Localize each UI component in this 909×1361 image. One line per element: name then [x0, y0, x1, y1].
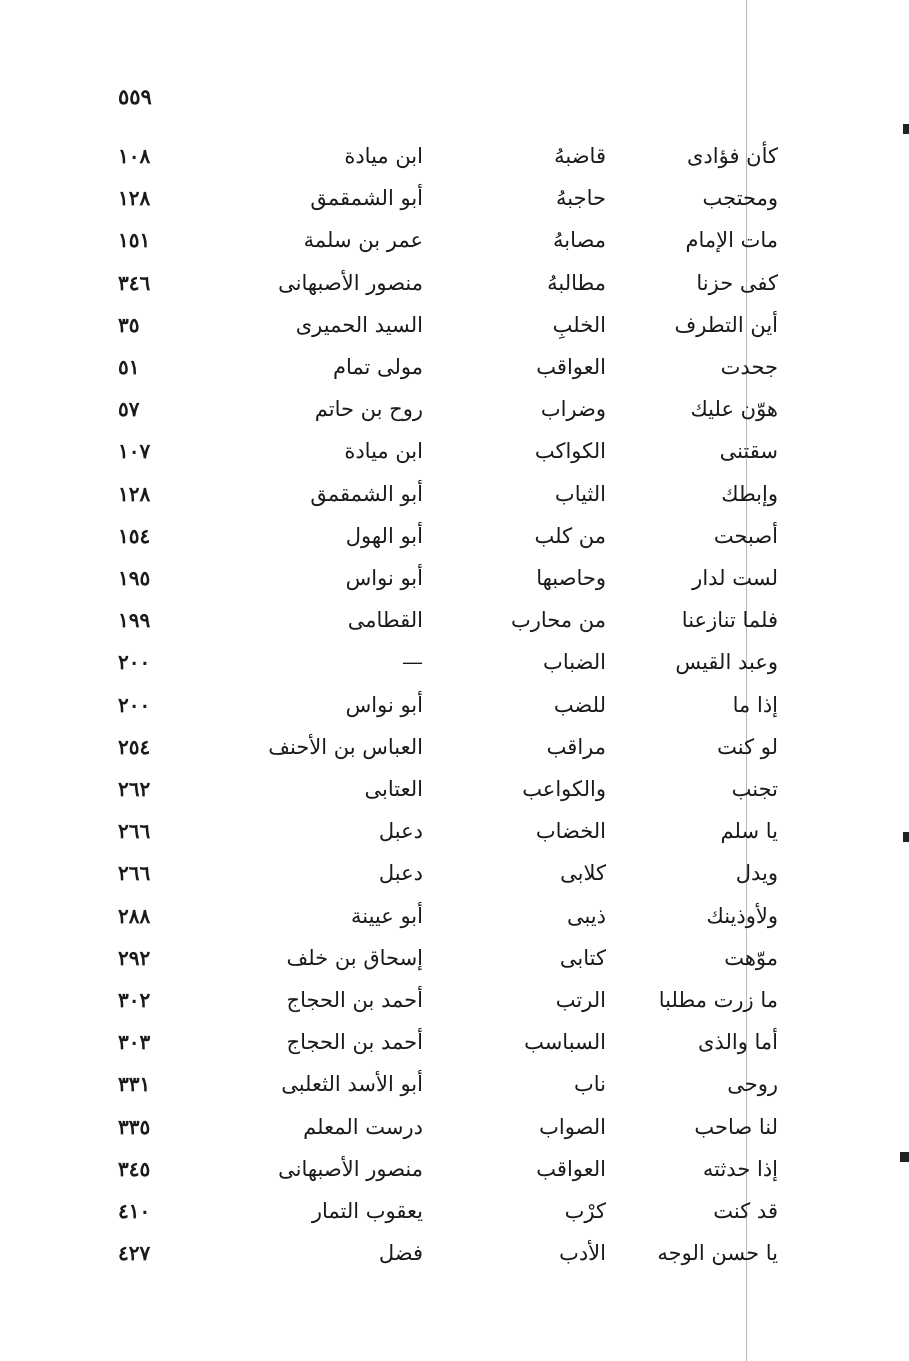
page-reference: ٤١٠ — [118, 1199, 151, 1223]
index-row — [0, 262, 909, 304]
index-row — [0, 473, 909, 515]
index-row — [0, 684, 909, 726]
index-row — [0, 641, 909, 683]
index-row — [0, 430, 909, 472]
poet-name: دعبل — [378, 819, 423, 844]
verse-start: لست لدار — [692, 566, 778, 590]
poet-name: أحمد بن الحجاج — [286, 1030, 423, 1055]
verse-start: ما زرت مطلبا — [658, 988, 778, 1012]
page-reference: ٢٠٠ — [118, 692, 151, 717]
poet-name: السيد الحميرى — [295, 312, 423, 337]
page-reference: ٢٦٦ — [118, 861, 151, 886]
index-row — [0, 388, 909, 430]
index-row — [0, 177, 909, 219]
index-row — [0, 810, 909, 852]
verse-start: إذا ما — [732, 692, 778, 717]
verse-start: قد كنت — [713, 1199, 778, 1223]
page-reference: ١٩٥ — [118, 566, 151, 590]
page-reference: ٣٤٥ — [118, 1156, 151, 1181]
page-reference: ٣٤٦ — [118, 270, 151, 295]
rhyme-word: كرْب — [564, 1199, 606, 1223]
rhyme-word: الضباب — [543, 650, 606, 675]
page-reference: ٢٦٦ — [118, 819, 151, 844]
poet-name: — — [402, 650, 423, 675]
page-reference: ٣٠٢ — [118, 988, 151, 1012]
verse-start: جحدت — [720, 355, 778, 379]
poet-name: روح بن حاتم — [314, 397, 423, 422]
rhyme-word: قاضبهُ — [554, 144, 606, 168]
poet-name: إسحاق بن خلف — [286, 945, 423, 970]
poet-name: دعبل — [378, 861, 423, 886]
poet-name: عمر بن سلمة — [303, 228, 423, 253]
rhyme-word: وحاصبها — [536, 566, 606, 590]
page-number: ٥٥٩ — [118, 84, 152, 109]
verse-start: وعبد القيس — [675, 650, 778, 675]
rhyme-word: الرتب — [555, 988, 606, 1012]
rhyme-word: الثياب — [554, 481, 606, 506]
index-row — [0, 599, 909, 641]
poet-name: القطامى — [347, 608, 423, 633]
rhyme-word: مصابهُ — [553, 228, 606, 253]
index-row — [0, 1148, 909, 1190]
index-row — [0, 304, 909, 346]
index-row — [0, 1021, 909, 1063]
rhyme-word: حاجبهُ — [556, 186, 606, 211]
rhyme-word: من محارب — [510, 608, 606, 633]
rhyme-word: الأدب — [559, 1241, 606, 1266]
verse-start: أين التطرف — [674, 312, 778, 337]
poet-name: منصور الأصبهانى — [278, 270, 423, 295]
page-reference: ٢٠٠ — [118, 650, 151, 675]
index-row — [0, 1232, 909, 1274]
index-row — [0, 346, 909, 388]
verse-start: وإبطك — [721, 481, 778, 506]
page-reference: ١٩٩ — [118, 608, 151, 633]
rhyme-word: العواقب — [536, 1156, 606, 1181]
poet-name: أبو الهول — [345, 523, 423, 548]
poet-name: درست المعلم — [303, 1114, 423, 1139]
index-row — [0, 979, 909, 1021]
index-row — [0, 515, 909, 557]
poet-name: ابن ميادة — [344, 144, 423, 168]
rhyme-word: الصواب — [539, 1114, 606, 1139]
verse-start: لنا صاحب — [694, 1114, 778, 1139]
poet-name: أحمد بن الحجاج — [286, 988, 423, 1012]
page-reference: ٣٣٥ — [118, 1114, 151, 1139]
rhyme-word: وضراب — [540, 397, 606, 422]
verse-start: أما والذى — [698, 1030, 778, 1055]
verse-start: ويدل — [735, 861, 778, 886]
verse-start: فلما تنازعنا — [681, 608, 778, 633]
page-reference: ١٠٨ — [118, 144, 151, 168]
index-row — [0, 219, 909, 261]
verse-start: إذا حدثته — [702, 1156, 778, 1181]
page-reference: ٥١ — [118, 355, 140, 379]
page-reference: ٢٩٢ — [118, 945, 151, 970]
rhyme-word: كلابى — [560, 861, 606, 886]
rhyme-word: السباسب — [524, 1030, 606, 1055]
verse-start: كفى حزنا — [696, 270, 778, 295]
poet-name: أبو نواس — [345, 566, 423, 590]
poet-name: أبو الأسد الثعلبى — [281, 1072, 423, 1097]
page-reference: ١٥٤ — [118, 523, 151, 548]
verse-start: ولأوذينك — [706, 903, 778, 928]
rhyme-word: مطالبهُ — [547, 270, 606, 295]
page-reference: ٢٥٤ — [118, 734, 151, 759]
page-reference: ١٢٨ — [118, 481, 151, 506]
poet-name: العباس بن الأحنف — [268, 734, 423, 759]
verse-start: ومحتجب — [702, 186, 778, 211]
index-row — [0, 135, 909, 177]
rhyme-word: كتابى — [559, 945, 606, 970]
poet-name: مولى تمام — [332, 355, 423, 379]
verse-start: موّهت — [724, 945, 778, 970]
index-row — [0, 768, 909, 810]
page-reference: ٣٥ — [118, 312, 140, 337]
page-reference: ٢٨٨ — [118, 903, 151, 928]
index-row — [0, 1106, 909, 1148]
poet-name: العتابى — [364, 777, 423, 801]
page-reference: ٢٦٢ — [118, 777, 151, 801]
page-reference: ٤٢٧ — [118, 1241, 151, 1266]
index-row — [0, 937, 909, 979]
verse-start: تجنب — [731, 777, 778, 801]
page-reference: ١٠٧ — [118, 439, 151, 464]
rhyme-word: الكواكب — [534, 439, 606, 464]
rhyme-word: ذيبى — [566, 903, 606, 928]
verse-start: مات الإمام — [685, 228, 778, 253]
poet-name: يعقوب التمار — [311, 1199, 423, 1223]
verse-start: يا حسن الوجه — [657, 1241, 778, 1266]
verse-start: يا سلم — [720, 819, 778, 844]
index-row — [0, 1190, 909, 1232]
rhyme-word: العواقب — [536, 355, 606, 379]
rhyme-word: الخضاب — [535, 819, 606, 844]
page-reference: ٣٠٣ — [118, 1030, 151, 1055]
poet-name: ابن ميادة — [344, 439, 423, 464]
poet-name: أبو نواس — [345, 692, 423, 717]
verse-start: أصبحت — [713, 523, 778, 548]
index-row — [0, 852, 909, 894]
verse-start: لو كنت — [717, 734, 778, 759]
page-reference: ٣٣١ — [118, 1072, 151, 1097]
rhyme-word: والكواعب — [522, 777, 606, 801]
poet-name: أبو الشمقمق — [310, 186, 423, 211]
rhyme-word: للضب — [553, 692, 606, 717]
poet-name: أبو الشمقمق — [310, 481, 423, 506]
poet-name: منصور الأصبهانى — [278, 1156, 423, 1181]
poet-name: أبو عيينة — [350, 903, 423, 928]
edge-mark — [903, 124, 909, 134]
rhyme-word: من كلب — [534, 523, 606, 548]
page-reference: ١٢٨ — [118, 186, 151, 211]
verse-start: كأن فؤادى — [686, 144, 778, 168]
index-row — [0, 726, 909, 768]
verse-start: هوّن عليك — [690, 397, 778, 422]
index-row — [0, 557, 909, 599]
index-row — [0, 1063, 909, 1105]
index-row — [0, 895, 909, 937]
verse-start: سقتنى — [719, 439, 778, 464]
rhyme-word: الخلبِ — [552, 312, 606, 337]
verse-start: روحى — [727, 1072, 778, 1097]
page-reference: ١٥١ — [118, 228, 151, 253]
poet-name: فضل — [378, 1241, 423, 1266]
rhyme-word: مراقب — [546, 734, 606, 759]
rhyme-word: ناب — [573, 1072, 606, 1097]
page-reference: ٥٧ — [118, 397, 140, 422]
